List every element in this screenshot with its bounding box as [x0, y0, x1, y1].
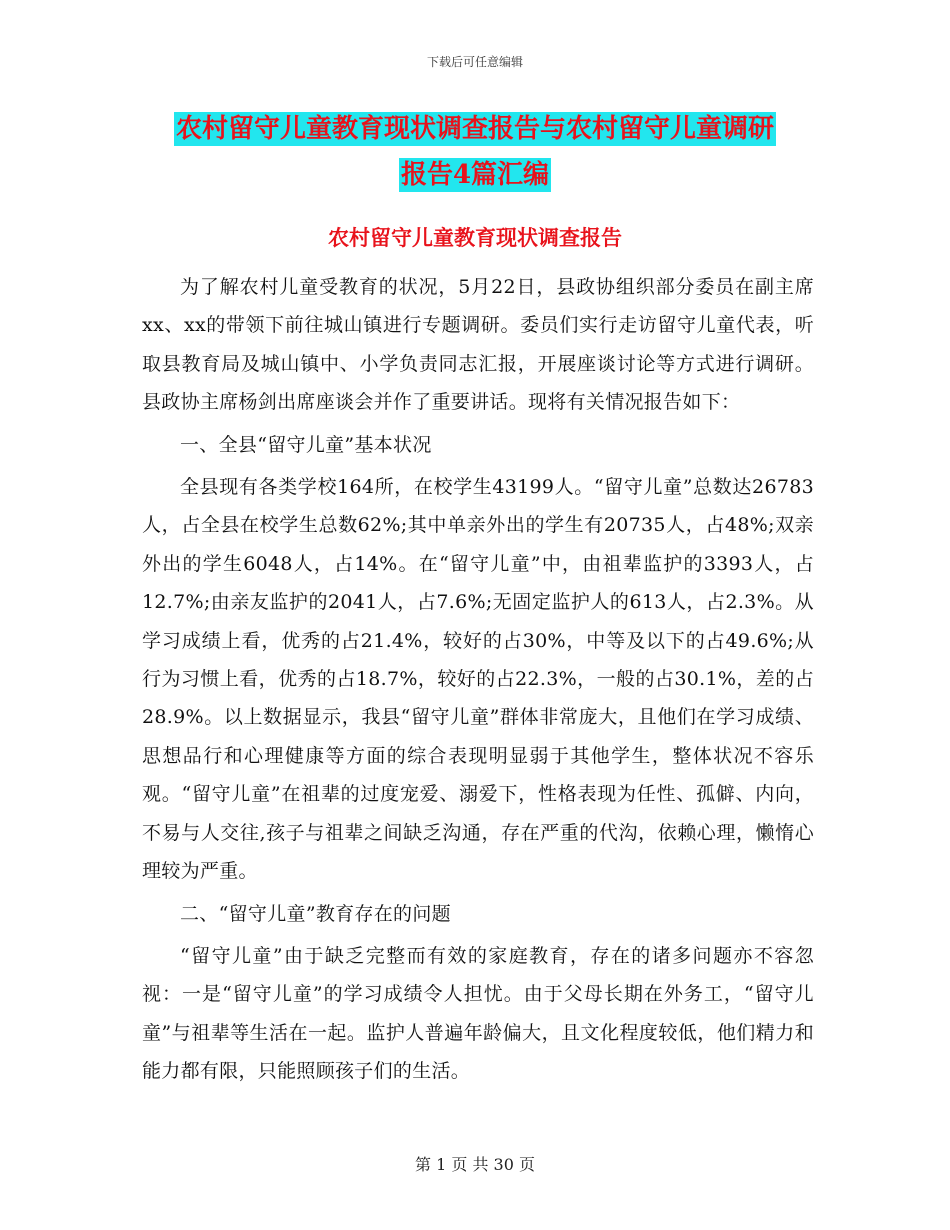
section-title: 农村留守儿童教育现状调查报告 — [328, 225, 622, 250]
document-title-line-1: 农村留守儿童教育现状调查报告与农村留守儿童调研 — [175, 114, 774, 144]
header-note: 下载后可任意编辑 — [426, 55, 523, 69]
document-title — [0, 106, 950, 198]
document-body — [142, 268, 814, 1091]
subheading-problems: 二、“留守儿童”教育存在的问题 — [180, 902, 451, 925]
paragraph-problems: “留守儿童”由于缺乏完整而有效的家庭教育，存在的诸多问题亦不容忽视：一是“留守儿童”的学习成绩令人担忧。由于父母长期在外务工，“留守儿童”与祖辈等生活在一起。监护人普遍年龄偏大，且文化程度较低，他们精力和能力都有限，只能照顾孩子们的生活。 — [142, 944, 814, 1083]
paragraph-statistics: 全县现有各类学校164所，在校学生43199人。“留守儿童”总数达26783人，占全县在校学生总数62%;其中单亲外出的学生有20735人，占48%;双亲外出的学生6048人，占14%。在“留守儿童”中，由祖辈监护的3393人，占12.7%;由亲友监护的2041人，占7.6%;无固定监护人的613人，占2.3%。从学习成绩上看，优秀的占21.4%，较好的占30%，中等及以下的占49.6%;从行为习惯上看，优秀的占18.7%，较好的占22.3%，一般的占30.1%，差的占28.9%。以上数据显示，我县“留守儿童”群体非常庞大，且他们在学习成绩、思想品行和心理健康等方面的综合表现明显弱于其他学生，整体状况不容乐观。“留守儿童”在祖辈的过度宠爱、溺爱下，性格表现为任性、孤僻、内向，不易与人交往,孩子与祖辈之间缺乏沟通，存在严重的代沟，依赖心理，懒惰心理较为严重。 — [142, 476, 814, 883]
document-title-line-2: 报告4篇汇编 — [400, 160, 550, 190]
subheading-basic-status: 一、全县“留守儿童”基本状况 — [180, 433, 432, 456]
paragraph-intro: 为了解农村儿童受教育的状况，5月22日，县政协组织部分委员在副主席xx、xx的带领下前往城山镇进行专题调研。委员们实行走访留守儿童代表，听取县教育局及城山镇中、小学负责同志汇报，开展座谈讨论等方式进行调研。县政协主席杨剑出席座谈会并作了重要讲话。现将有关情况报告如下： — [142, 276, 814, 414]
page-footer: 第 1 页 共 30 页 — [415, 1155, 535, 1174]
